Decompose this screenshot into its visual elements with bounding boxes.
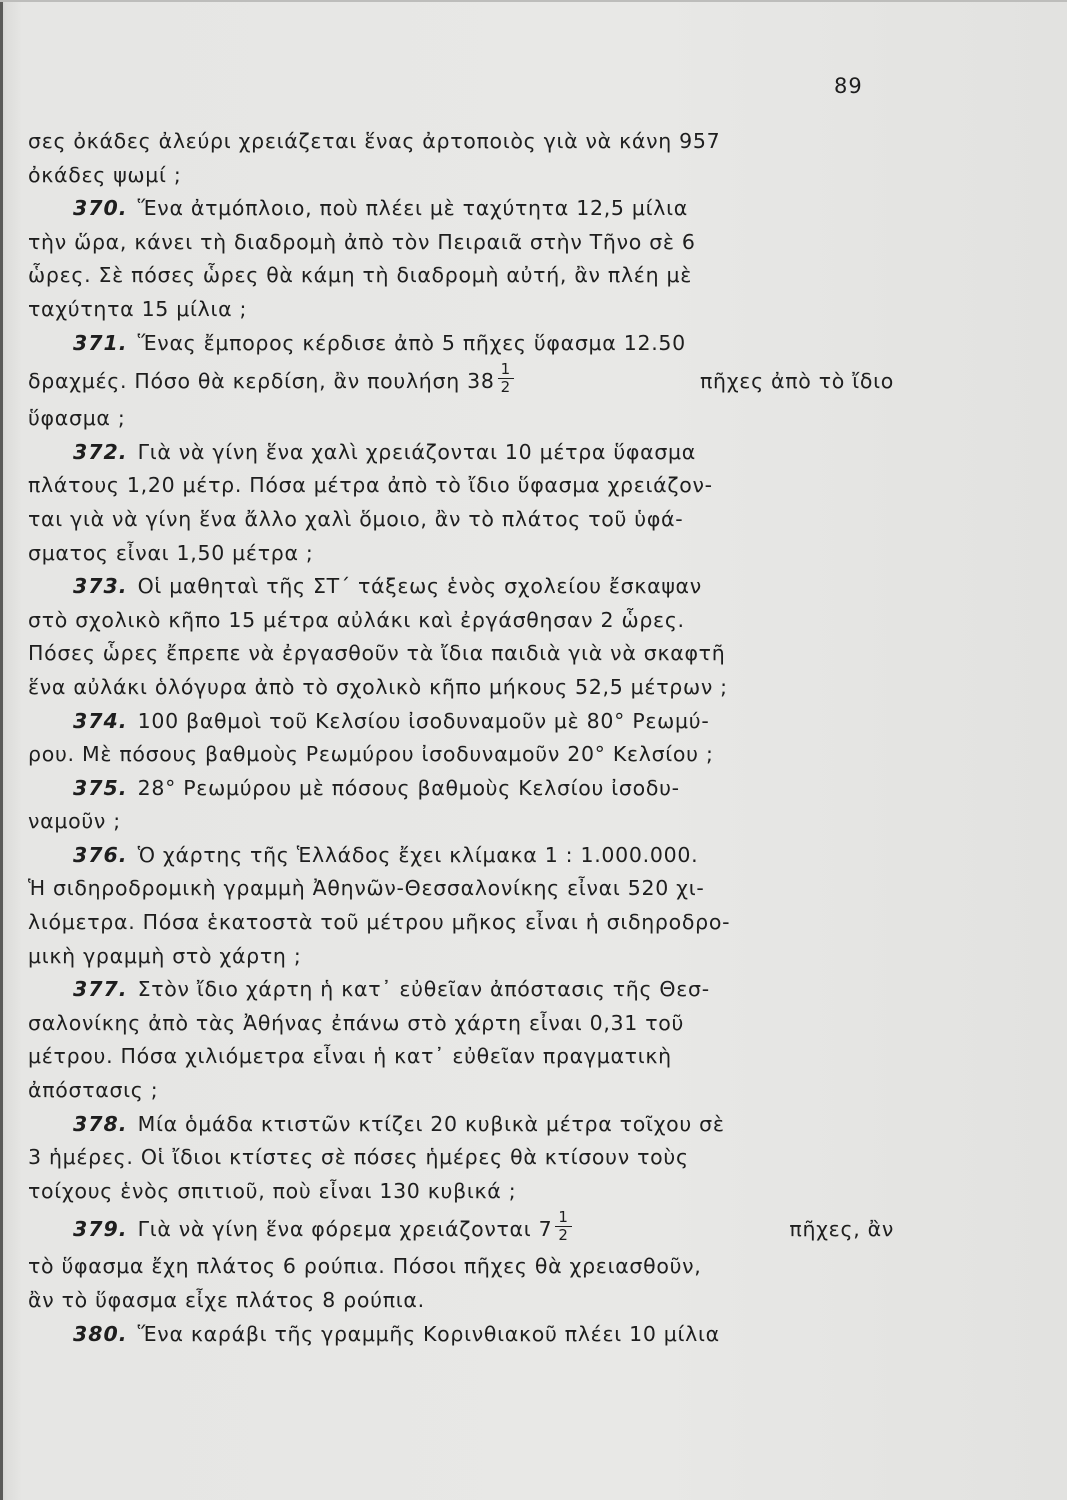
line-text: Γιὰ νὰ γίνη ἕνα χαλὶ χρειάζονται 10 μέτρα ὕφασμα xyxy=(137,439,696,464)
line-text: λιόμετρα. Πόσα ἑκατοστὰ τοῦ μέτρου μῆκος εἶναι ἡ σιδηροδρο- xyxy=(28,910,731,935)
problem-number: 375. xyxy=(73,775,128,800)
line-text: ἂν τὸ ὕφασμα εἶχε πλάτος 8 ρούπια. xyxy=(28,1288,425,1312)
problem-376-first-line xyxy=(28,839,894,873)
line-text: τὴν ὥρα, κάνει τὴ διαδρομὴ ἀπὸ τὸν Πειραιᾶ στὴν Τῆνο σὲ 6 xyxy=(28,229,696,254)
text-line xyxy=(28,738,894,772)
line-text: ταχύτητα 15 μίλια ; xyxy=(28,296,248,321)
text-line xyxy=(28,1175,894,1209)
line-text: ὀκάδες ψωμί ; xyxy=(28,162,182,187)
text-line xyxy=(28,159,894,193)
line-text: στὸ σχολικὸ κῆπο 15 μέτρα αὐλάκι καὶ ἐργάσθησαν 2 ὧρες. xyxy=(28,607,685,632)
text-line xyxy=(28,1074,894,1108)
line-text: 28° Ρεωμύρου μὲ πόσους βαθμοὺς Κελσίου ἰσοδυ- xyxy=(137,775,680,800)
line-text: πλάτους 1,20 μέτρ. Πόσα μέτρα ἀπὸ τὸ ἴδιο ὕφασμα χρειάζον- xyxy=(28,473,713,498)
problem-number: 376. xyxy=(73,842,128,867)
fraction-numerator: 1 xyxy=(498,361,514,379)
line-text: Μία ὁμάδα κτιστῶν κτίζει 20 κυβικὰ μέτρα τοῖχου σὲ xyxy=(137,1111,725,1136)
line-text: δραχμές. Πόσο θὰ κερδίση, ἂν πουλήση 38 xyxy=(28,369,495,394)
problem-number: 370. xyxy=(73,196,128,221)
text-line xyxy=(28,604,894,638)
line-text: σματος εἶναι 1,50 μέτρα ; xyxy=(28,540,314,565)
problem-number: 378. xyxy=(73,1111,128,1136)
line-text: ρου. Μὲ πόσους βαθμοὺς Ρεωμύρου ἰσοδυναμοῦν 20° Κελσίου ; xyxy=(28,742,714,767)
line-text: τὸ ὕφασμα ἔχη πλάτος 6 ρούπια. Πόσοι πῆχες θὰ χρειασθοῦν, xyxy=(28,1254,702,1279)
page-text xyxy=(28,125,894,1351)
problem-number: 371. xyxy=(73,330,128,355)
line-text-before-fraction xyxy=(73,1208,575,1250)
line-text: Οἱ μαθηταὶ τῆς ΣΤ΄ τάξεως ἑνὸς σχολείου ἔσκαψαν xyxy=(137,574,702,599)
problem-370-first-line xyxy=(28,192,894,226)
line-text: 100 βαθμοὶ τοῦ Κελσίου ἰσοδυναμοῦν μὲ 80° Ρεωμύ- xyxy=(137,708,710,733)
problem-number: 372. xyxy=(73,439,128,464)
text-line xyxy=(28,537,894,571)
text-line xyxy=(28,293,894,327)
fraction xyxy=(555,1209,571,1244)
line-text-before-fraction xyxy=(28,360,517,402)
problem-number: 379. xyxy=(73,1217,128,1242)
line-text: ναμοῦν ; xyxy=(28,809,121,834)
text-line xyxy=(28,671,894,705)
line-text: ὧρες. Σὲ πόσες ὧρες θὰ κάμη τὴ διαδρομὴ αὐτή, ἂν πλέη μὲ xyxy=(28,263,693,288)
text-line xyxy=(28,1284,894,1318)
problem-378-first-line xyxy=(28,1108,894,1142)
problem-372-first-line xyxy=(28,436,894,470)
line-text: ται γιὰ νὰ γίνη ἕνα ἄλλο χαλὶ ὅμοιο, ἂν τὸ πλάτος τοῦ ὑφά- xyxy=(28,506,684,531)
text-line xyxy=(28,1040,894,1074)
problem-number: 377. xyxy=(73,977,128,1002)
line-text: μικὴ γραμμὴ στὸ χάρτη ; xyxy=(28,943,302,968)
line-text: Στὸν ἴδιο χάρτη ἡ κατ᾽ εὐθεῖαν ἀπόστασις τῆς Θεσ- xyxy=(137,977,710,1002)
line-text: σες ὀκάδες ἀλεύρι χρειάζεται ἕνας ἀρτοποιὸς γιὰ νὰ κάνη 957 xyxy=(28,129,721,153)
line-text: τοίχους ἑνὸς σπιτιοῦ, ποὺ εἶναι 130 κυβικά ; xyxy=(28,1178,517,1203)
page-number: 89 xyxy=(834,74,863,98)
line-text: ἕνα αὐλάκι ὁλόγυρα ἀπὸ τὸ σχολικὸ κῆπο μήκους 52,5 μέτρων ; xyxy=(28,674,728,699)
line-text: μέτρου. Πόσα χιλιόμετρα εἶναι ἡ κατ᾽ εὐθεῖαν πραγματικὴ xyxy=(28,1044,672,1069)
text-line xyxy=(28,1141,894,1175)
text-line xyxy=(28,637,894,671)
text-line xyxy=(28,125,894,159)
page-top-edge xyxy=(0,0,1067,2)
problem-373-first-line xyxy=(28,570,894,604)
problem-380-first-line xyxy=(28,1318,894,1352)
problem-number: 374. xyxy=(73,708,128,733)
page-binding-edge xyxy=(0,0,3,1500)
problem-number: 380. xyxy=(73,1321,128,1346)
line-text: Γιὰ νὰ γίνη ἕνα φόρεμα χρειάζονται 7 xyxy=(137,1217,553,1242)
text-line xyxy=(28,940,894,974)
text-line xyxy=(28,1007,894,1041)
problem-374-first-line xyxy=(28,705,894,739)
line-text: Ἕνας ἔμπορος κέρδισε ἀπὸ 5 πῆχες ὕφασμα 12.50 xyxy=(137,330,686,355)
text-line xyxy=(28,805,894,839)
text-line xyxy=(28,503,894,537)
fraction xyxy=(498,361,514,396)
problem-379-first-line xyxy=(28,1208,894,1250)
line-text: Ἡ σιδηροδρομικὴ γραμμὴ Ἀθηνῶν-Θεσσαλονίκης εἶναι 520 χι- xyxy=(28,876,705,901)
line-text: ἀπόστασις ; xyxy=(28,1078,159,1103)
line-text: Ἕνα καράβι τῆς γραμμῆς Κορινθιακοῦ πλέει 10 μίλια xyxy=(137,1321,720,1346)
problem-377-first-line xyxy=(28,973,894,1007)
problem-number: 373. xyxy=(73,574,128,599)
fraction-numerator: 1 xyxy=(555,1209,571,1227)
text-line xyxy=(28,259,894,293)
problem-375-first-line xyxy=(28,772,894,806)
fraction-denominator: 2 xyxy=(500,377,511,396)
line-text: σαλονίκης ἀπὸ τὰς Ἀθήνας ἐπάνω στὸ χάρτη εἶναι 0,31 τοῦ xyxy=(28,1010,685,1035)
text-line xyxy=(28,226,894,260)
text-line xyxy=(28,402,894,436)
problem-371-first-line xyxy=(28,327,894,361)
line-text: Ὁ χάρτης τῆς Ἑλλάδος ἔχει κλίμακα 1 : 1.000.000. xyxy=(137,842,699,867)
text-line xyxy=(28,1250,894,1284)
line-text: ὕφασμα ; xyxy=(28,406,126,431)
line-text: 3 ἡμέρες. Οἱ ἴδιοι κτίστες σὲ πόσες ἡμέρες θὰ κτίσουν τοὺς xyxy=(28,1145,689,1170)
text-line xyxy=(28,906,894,940)
text-line xyxy=(28,872,894,906)
fraction-denominator: 2 xyxy=(558,1225,569,1244)
line-text: Πόσες ὧρες ἔπρεπε νὰ ἐργασθοῦν τὰ ἴδια παιδιὰ γιὰ νὰ σκαφτῆ xyxy=(28,641,726,666)
line-text: Ἕνα ἀτμόπλοιο, ποὺ πλέει μὲ ταχύτητα 12,5 μίλια xyxy=(137,196,688,221)
text-line xyxy=(28,469,894,503)
line-text: πῆχες ἀπὸ τὸ ἴδιο xyxy=(700,369,894,394)
line-text: πῆχες, ἂν xyxy=(789,1217,894,1242)
text-line-with-fraction xyxy=(28,360,894,402)
